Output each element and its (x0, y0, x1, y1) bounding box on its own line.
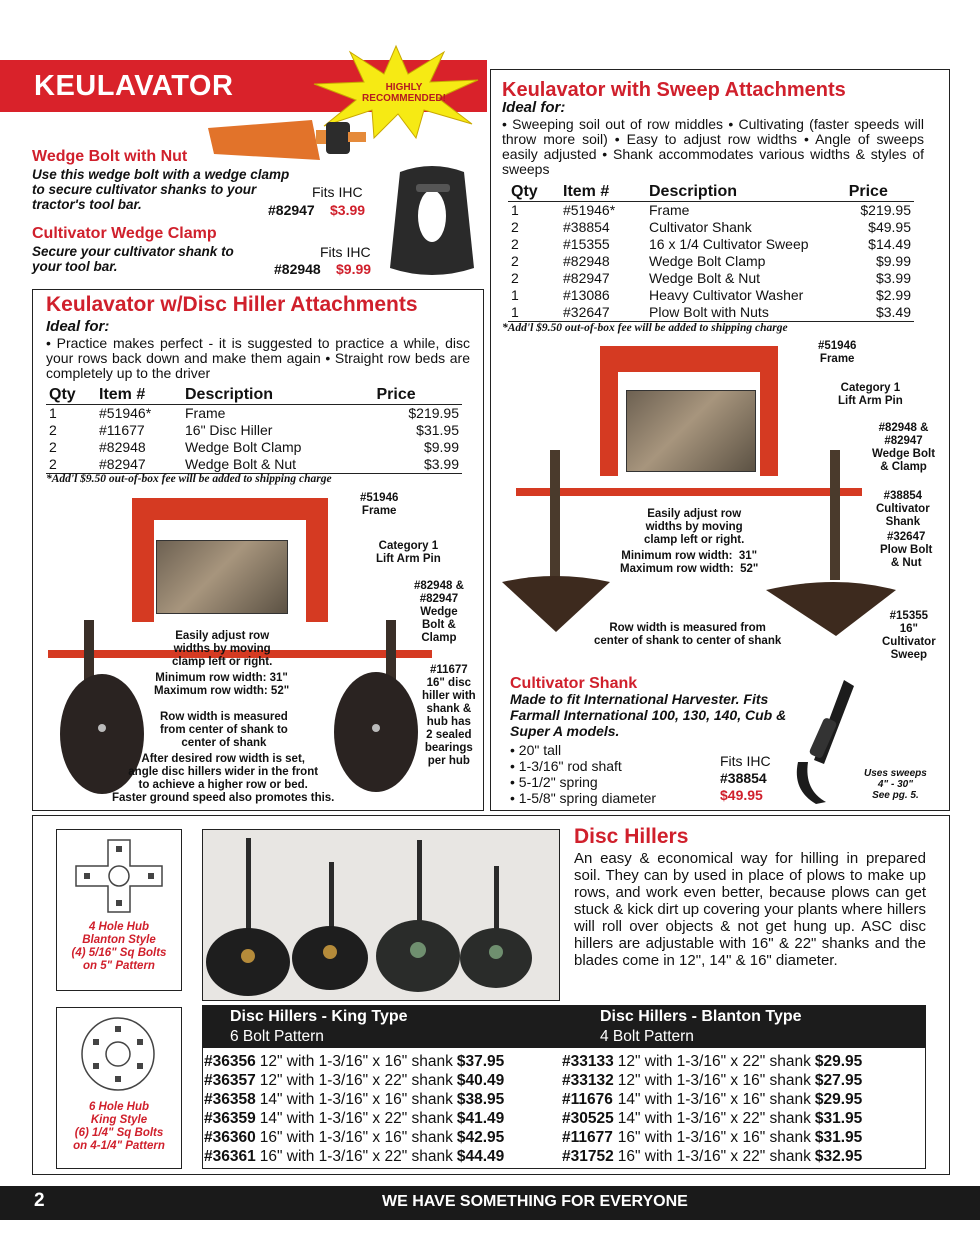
cultivator-shank-desc: Made to fit International Harvester. Fits Farmall International 100, 130, 140, Cub & Super A models. (510, 691, 787, 739)
sweep-fee-note: *Add'l $9.50 out-of-box fee will be added to shipping charge (502, 322, 788, 334)
cell-desc: Cultivator Shank (649, 219, 752, 235)
sweep-label-shank: #38854 Cultivator Shank (876, 490, 930, 528)
price-row (204, 1052, 504, 1071)
cell-desc: Wedge Bolt Clamp (649, 253, 766, 269)
shank-price: $49.95 (720, 787, 763, 803)
bullet-shaft: • 1-3/16" rod shaft (510, 758, 622, 774)
price-cell-desc: 12" with 1-3/16" x 22" shank (259, 1072, 453, 1089)
price-cell-price: $37.95 (456, 1053, 505, 1070)
parts-row (46, 439, 462, 456)
page-number: 2 (34, 1190, 45, 1211)
price-cell-item: #36357 (204, 1072, 256, 1089)
cell-qty: 1 (511, 287, 519, 303)
price-cell-price: $41.49 (456, 1110, 505, 1127)
shank-item: #38854 (720, 770, 767, 786)
shank-fits: Fits IHC (720, 753, 771, 769)
parts-row (508, 270, 914, 287)
king-type-subtitle: 6 Bolt Pattern (230, 1028, 324, 1045)
wedge-bolt-item: #82947 (268, 202, 315, 218)
price-cell-item: #36358 (204, 1091, 256, 1108)
col-desc: Description (182, 386, 373, 405)
wedge-bolt-price: $3.99 (330, 202, 366, 218)
cell-qty: 2 (46, 456, 96, 474)
price-cell-desc: 12" with 1-3/16" x 22" shank (617, 1053, 811, 1070)
cell-qty: 1 (49, 405, 57, 421)
parts-row (508, 287, 914, 304)
col-price: Price (846, 183, 914, 202)
col-item: Item # (96, 386, 182, 405)
price-row (562, 1090, 862, 1109)
cell-price: $2.99 (875, 287, 911, 303)
wedge-clamp-desc: Secure your cultivator shank to your tool bar. (32, 244, 234, 274)
disc-hillers-photo-art (206, 834, 556, 998)
price-cell-item: #36356 (204, 1053, 256, 1070)
disc-hillers-desc: An easy & economical way for hilling in prepared soil. They can by used in place of plows to make up rows, and work even better, because plows can get stuck & kick dirt up covering your plants where hillers will roll over objects & not get hung up. ASC disc hillers are adjustable with 16" & 22" shanks and the blades come in 12", 14" & 16" diameter. (574, 850, 926, 969)
price-cell-desc: 12" with 1-3/16" x 16" shank (617, 1072, 811, 1089)
price-row (562, 1071, 862, 1090)
burst-text: HIGHLY RECOMMENDED! (362, 82, 446, 104)
cell-price: $3.49 (846, 304, 914, 322)
col-item: Item # (560, 183, 646, 202)
disc-hiller-attach-title: Keulavator w/Disc Hiller Attachments (46, 293, 418, 316)
wedge-clamp-fits: Fits IHC (320, 244, 371, 260)
disc-hiller-field-photo (156, 540, 288, 614)
disc-hiller-parts-table (46, 386, 462, 474)
king-type-title: Disc Hillers - King Type (230, 1008, 408, 1025)
price-cell-item: #31752 (562, 1148, 614, 1165)
sweep-parts-table (508, 183, 914, 322)
sweep-label-minmax: Minimum row width: 31" Maximum row width: 52" (620, 550, 759, 575)
price-cell-desc: 14" with 1-3/16" x 22" shank (617, 1110, 811, 1127)
price-cell-price: $27.95 (814, 1072, 863, 1089)
price-cell-desc: 12" with 1-3/16" x 16" shank (259, 1053, 453, 1070)
cultivator-shank-image (786, 678, 866, 806)
sweep-frame-crossbar (600, 346, 778, 372)
wedge-clamp-item: #82948 (274, 261, 321, 277)
frame-crossbar (132, 498, 328, 520)
price-cell-item: #36359 (204, 1110, 256, 1127)
blanton-type-title: Disc Hillers - Blanton Type (600, 1008, 802, 1025)
parts-row (46, 456, 462, 474)
price-cell-item: #30525 (562, 1110, 614, 1127)
sweep-label-plow-bolt: #32647 Plow Bolt & Nut (880, 531, 933, 569)
frame-right-leg (306, 498, 328, 622)
cell-qty: 2 (49, 422, 57, 438)
price-cell-desc: 14" with 1-3/16" x 22" shank (259, 1110, 453, 1127)
cell-desc: Frame (649, 202, 690, 218)
price-cell-price: $31.95 (814, 1129, 863, 1146)
shank-sweeps-note: Uses sweeps 4" - 30" See pg. 5. (864, 768, 927, 801)
cell-qty: 1 (508, 304, 560, 322)
price-cell-price: $38.95 (456, 1091, 505, 1108)
cell-qty: 2 (511, 253, 519, 269)
sweep-label-frame: #51946 Frame (818, 340, 857, 365)
col-price: Price (373, 386, 462, 405)
cell-desc: 16 x 1/4 Cultivator Sweep (649, 236, 809, 252)
parts-row (46, 422, 462, 439)
cultivator-shank-title: Cultivator Shank (510, 675, 638, 692)
sweep-label-wedge-bolt: #82948 & #82947 Wedge Bolt & Clamp (872, 422, 936, 473)
sweep-attach-desc: • Sweeping soil out of row middles • Cultivating (faster speeds will throw more soil) • Easy to adjust row widths • Angle of sweeps easily adjusted • Shank accommodates various widths & styles of sweeps (502, 116, 924, 177)
disc-hillers-title: Disc Hillers (574, 825, 689, 848)
hub6-diagram-icon (78, 1014, 158, 1094)
price-cell-desc: 16" with 1-3/16" x 22" shank (259, 1148, 453, 1165)
cell-item: #82948 (99, 439, 146, 455)
price-cell-price: $29.95 (814, 1091, 863, 1108)
price-row (562, 1052, 862, 1071)
cell-desc: Wedge Bolt & Nut (649, 270, 761, 286)
price-cell-desc: 14" with 1-3/16" x 16" shank (617, 1091, 811, 1108)
price-cell-item: #36361 (204, 1148, 256, 1165)
cell-price: $3.99 (875, 270, 911, 286)
cell-desc: Plow Bolt with Nuts (646, 304, 846, 322)
price-row (204, 1109, 504, 1128)
cell-price: $31.95 (416, 422, 459, 438)
hub4-diagram-icon (72, 836, 166, 916)
cell-price: $219.95 (860, 202, 911, 218)
cell-qty: 2 (511, 236, 519, 252)
sweep-attach-title: Keulavator with Sweep Attachments (502, 79, 846, 101)
cell-qty: 2 (511, 219, 519, 235)
cell-price: $219.95 (408, 405, 459, 421)
price-row (204, 1147, 504, 1166)
price-cell-price: $42.95 (456, 1129, 505, 1146)
parts-row (46, 405, 462, 423)
cell-price: $9.99 (423, 439, 459, 455)
wedge-bolt-fits: Fits IHC (312, 184, 363, 200)
frame-left-leg (132, 498, 154, 622)
disc-hiller-ideal: Ideal for: (46, 318, 110, 335)
cell-price: $3.99 (373, 456, 462, 474)
label-minmax: Minimum row width: 31" Maximum row width: 52" (154, 672, 290, 697)
sweep-label-adjust: Easily adjust row widths by moving clamp left or right. (644, 508, 745, 546)
cell-item: #32647 (560, 304, 646, 322)
cell-item: #15355 (563, 236, 610, 252)
parts-row (508, 236, 914, 253)
label-measured: Row width is measured from center of shank to center of shank (160, 711, 288, 749)
sweep-label-lift-pin: Category 1 Lift Arm Pin (838, 382, 903, 407)
price-row (562, 1147, 862, 1166)
parts-row (508, 304, 914, 322)
col-desc: Description (646, 183, 846, 202)
cell-desc: Wedge Bolt & Nut (182, 456, 373, 474)
blanton-type-subtitle: 4 Bolt Pattern (600, 1028, 694, 1045)
cell-desc: Wedge Bolt Clamp (185, 439, 302, 455)
cell-price: $9.99 (875, 253, 911, 269)
bullet-diameter: • 1-5/8" spring diameter (510, 790, 657, 806)
footer-slogan: WE HAVE SOMETHING FOR EVERYONE (382, 1193, 688, 1210)
price-row (204, 1128, 504, 1147)
label-after: After desired row width is set, angle disc hillers wider in the front to achieve a higher row or bed. Faster ground speed also promotes this. (112, 753, 335, 804)
sweep-label-measured: Row width is measured from center of shank to center of shank (594, 622, 782, 647)
wedge-clamp-price: $9.99 (336, 261, 372, 277)
price-cell-desc: 16" with 1-3/16" x 16" shank (259, 1129, 453, 1146)
col-qty: Qty (508, 183, 560, 202)
sweep-ideal: Ideal for: (502, 99, 566, 116)
label-frame: #51946 Frame (360, 492, 399, 517)
page-title: KEULAVATOR (34, 70, 234, 102)
cell-qty: 2 (49, 439, 57, 455)
cell-item: #11677 (99, 422, 145, 438)
disc-hiller-fee-note: *Add'l $9.50 out-of-box fee will be added to shipping charge (46, 473, 332, 485)
parts-row (508, 202, 914, 220)
cell-price: $49.95 (868, 219, 911, 235)
cell-item: #82947 (563, 270, 610, 286)
price-cell-desc: 16" with 1-3/16" x 16" shank (617, 1129, 811, 1146)
king-price-table (204, 1052, 504, 1166)
cell-item: #51946* (563, 202, 616, 218)
price-row (562, 1109, 862, 1128)
price-row (562, 1128, 862, 1147)
hub6-caption: 6 Hole Hub King Style (6) 1/4" Sq Bolts on 4-1/4" Pattern (73, 1101, 165, 1152)
cell-desc: 16" Disc Hiller (185, 422, 273, 438)
price-cell-price: $44.49 (456, 1148, 505, 1165)
cell-qty: 1 (511, 202, 519, 218)
cell-desc: Frame (185, 405, 226, 421)
wedge-bolt-image (208, 118, 368, 162)
cell-item: #82948 (563, 253, 610, 269)
wedge-bolt-desc: Use this wedge bolt with a wedge clamp to secure cultivator shanks to your tractor's tool bar. (32, 167, 290, 212)
price-cell-price: $29.95 (814, 1053, 863, 1070)
blanton-price-table (562, 1052, 862, 1166)
price-cell-item: #36360 (204, 1129, 256, 1146)
price-cell-desc: 16" with 1-3/16" x 22" shank (617, 1148, 811, 1165)
bullet-tall: • 20" tall (510, 742, 562, 758)
price-row (204, 1071, 504, 1090)
cultivator-shank-bullets (510, 742, 656, 806)
cell-desc: Heavy Cultivator Washer (649, 287, 804, 303)
sweep-label-sweep: #15355 16" Cultivator Sweep (882, 610, 936, 661)
cell-item: #38854 (563, 219, 610, 235)
col-qty: Qty (46, 386, 96, 405)
price-cell-price: $40.49 (456, 1072, 505, 1089)
wedge-clamp-image (386, 164, 478, 282)
label-hiller: #11677 16" disc hiller with shank & hub has 2 sealed bearings per hub (422, 664, 476, 767)
wedge-bolt-title: Wedge Bolt with Nut (32, 148, 188, 165)
label-lift-pin: Category 1 Lift Arm Pin (376, 540, 441, 565)
price-cell-desc: 14" with 1-3/16" x 16" shank (259, 1091, 453, 1108)
price-cell-item: #33132 (562, 1072, 614, 1089)
price-cell-item: #11677 (562, 1129, 613, 1146)
cell-price: $14.49 (868, 236, 911, 252)
label-wedge-bolt-clamp: #82948 & #82947 Wedge Bolt & Clamp (414, 580, 464, 644)
cell-item: #82947 (96, 456, 182, 474)
parts-row (508, 253, 914, 270)
bullet-spring: • 5-1/2" spring (510, 774, 598, 790)
price-cell-item: #33133 (562, 1053, 614, 1070)
price-cell-item: #11676 (562, 1091, 613, 1108)
price-row (204, 1090, 504, 1109)
parts-row (508, 219, 914, 236)
wedge-clamp-title: Cultivator Wedge Clamp (32, 225, 217, 242)
price-cell-price: $31.95 (814, 1110, 863, 1127)
cell-item: #51946* (99, 405, 152, 421)
cell-qty: 2 (511, 270, 519, 286)
price-cell-price: $32.95 (814, 1148, 863, 1165)
cell-item: #13086 (563, 287, 610, 303)
label-adjust: Easily adjust row widths by moving clamp left or right. (172, 630, 273, 668)
hub4-caption: 4 Hole Hub Blanton Style (4) 5/16" Sq Bolts on 5" Pattern (71, 921, 167, 972)
disc-hiller-attach-desc: • Practice makes perfect - it is suggested to practice a while, disc your rows back down and make them again • Straight row beds are completely up to the driver (46, 335, 470, 381)
